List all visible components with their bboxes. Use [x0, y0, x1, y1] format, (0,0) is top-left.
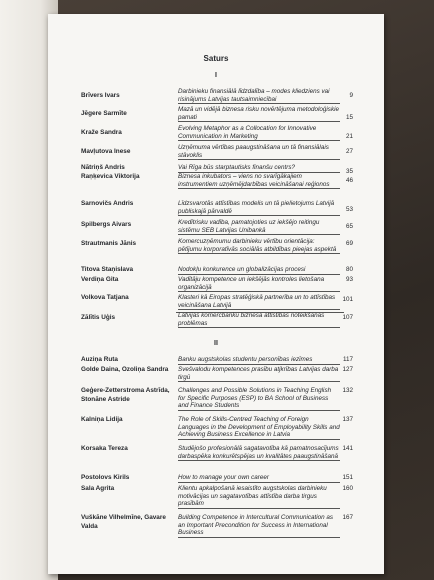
entry-page: 137	[342, 416, 353, 423]
entry-author: Nātriņš Andris	[81, 164, 125, 171]
entry-page: 141	[342, 445, 353, 452]
entry-author	[81, 387, 181, 404]
entry-page: 21	[345, 133, 353, 140]
entry-page: 160	[342, 485, 353, 492]
book-page	[48, 14, 384, 574]
entry-title: Vadītāju kompetence un iekšējās kontroles lietošana organizācijā	[178, 276, 340, 292]
entry-title: Vai Rīga būs starptautisks finanšu centrs?	[178, 164, 340, 173]
entry-title: The Role of Skills-Centred Teaching of Foreign Languages in the Development of Employability Skills and Achieving Business Excellence in Latvia	[178, 416, 340, 439]
entry-title: Biznesa inkubators – viens no svarīgākajiem instrumentiem uzņēmējdarbības veicināšanai reģionos	[178, 173, 340, 189]
entry-title: Evolving Metaphor as a Collocation for Innovative Communication in Marketing	[178, 125, 340, 141]
entry-title: Mazā un vidējā biznesa risku novērtējuma metodoloģiskie pamati	[178, 106, 340, 121]
entry-page: 15	[345, 114, 353, 121]
entry-title: Līdzsvarotās attīstības modelis un tā pielietojums Latvijā publiskajā pārvaldē	[178, 200, 340, 216]
entry-title: Studējošo profesionālā sagatavotība kā pamatnosacījums darbaspēka konkurētspējas un kvalitātes paaugstināšanā	[178, 445, 339, 460]
entry-author-line: Vuškāne Vilhelmīne, Gavare Valda	[81, 514, 166, 530]
entry-author: Jēgere Sarmīte	[81, 110, 127, 117]
entry-title: Klientu apkalpošanā iesaistīto augstskolas darbinieku motivācijas un sagatavotības attīstība darba tirgus prasībām	[178, 485, 340, 509]
entry-title: Uzņēmuma vērtības paaugstināšana un tā finansiālais stāvoklis	[178, 144, 340, 160]
entry-page: 69	[345, 240, 353, 247]
entry-page: 107	[342, 314, 353, 321]
entry-author-line: Geģere-Zetterstroma Astrīda, Stonāne Astride	[81, 387, 170, 403]
entry-author: Volkova Tatjana	[81, 294, 129, 301]
entry-author: Sala Agrita	[81, 485, 115, 492]
entry-page: 27	[345, 148, 353, 155]
entry-author: Raņķevica Viktorija	[81, 173, 140, 180]
entry-page: 93	[345, 276, 353, 283]
entry-page: 35	[345, 168, 353, 175]
entry-page: 80	[345, 266, 353, 273]
entry-title: Darbinieku finansiālā līdzdalība – modes kliedziens vai risinājums Latvijas tautsaimniecībai	[178, 88, 340, 104]
entry-author: Mavļutova Inese	[81, 148, 131, 155]
entry-author: Spilbergs Aivars	[81, 221, 132, 228]
entry-author: Postolovs Kirils	[81, 474, 130, 481]
entry-page: 46	[345, 177, 353, 184]
entry-author: Auziņa Ruta	[81, 356, 118, 363]
entry-author: Zālītis Uģis	[81, 314, 116, 321]
entry-title: How to manage your own career	[178, 474, 340, 483]
entry-author: Kraže Sandra	[81, 129, 122, 136]
page-title: Saturs	[203, 54, 229, 63]
entry-page: 65	[345, 223, 353, 230]
entry-author: Korsaka Tereza	[81, 445, 128, 452]
entry-author	[81, 514, 181, 531]
entry-author: Brīvers Ivars	[81, 92, 120, 99]
entry-author: Titova Staņislava	[81, 266, 134, 273]
entry-title: Komercuzņēmumu darbinieku vērtību orientācija: pētījumu korporatīvās sociālās atbildības pieejas aspektā	[178, 238, 340, 254]
entry-author: Strautmanis Jānis	[81, 240, 137, 247]
entry-title: Latvijas komercbanku biznesa attīstības noteikšanas problēmas	[178, 312, 340, 328]
entry-page: 151	[342, 474, 353, 481]
entry-page: 132	[342, 387, 353, 394]
entry-page: 127	[342, 366, 353, 373]
entry-page: 167	[342, 514, 353, 521]
entry-title: Klasteri kā Eiropas stratēģiskā partnerība un to attīstības veicināšana Latvijā	[178, 294, 340, 310]
entry-title: Svešvalodu kompetences prasību atjkrības Latvijas darba tirgū	[178, 366, 339, 381]
entry-page: 53	[345, 206, 353, 213]
entry-author: Sarnovičs Andris	[81, 200, 134, 207]
section-1-numeral: I	[215, 72, 217, 79]
entry-title: Challenges and Possible Solutions in Teaching English for Specific Purposes (ESP) to BA School of Business and Finance Students	[178, 387, 340, 411]
entry-author: Kalniņa Lidija	[81, 416, 123, 423]
entry-title: Nodokļu konkurence un globalizācijas procesi	[178, 266, 340, 275]
entry-title: Kredītrisku vadība, pamatojoties uz iekšējo reitingu sistēmu SEB Latvijas Unibankā	[178, 219, 340, 235]
section-2-numeral: II	[214, 340, 218, 347]
entry-page: 101	[342, 296, 353, 303]
entry-title: Building Competence in Intercultural Communication as an Important Precondition for Success in International Business	[178, 514, 340, 538]
entry-page: 117	[342, 356, 353, 363]
entry-author: Verdiņa Gita	[81, 276, 119, 283]
entry-page: 9	[349, 92, 353, 99]
entry-author: Golde Daina, Ozoliņa Sandra	[81, 366, 169, 373]
entry-title: Banku augstskolas studentu personības iezīmes	[178, 356, 340, 365]
